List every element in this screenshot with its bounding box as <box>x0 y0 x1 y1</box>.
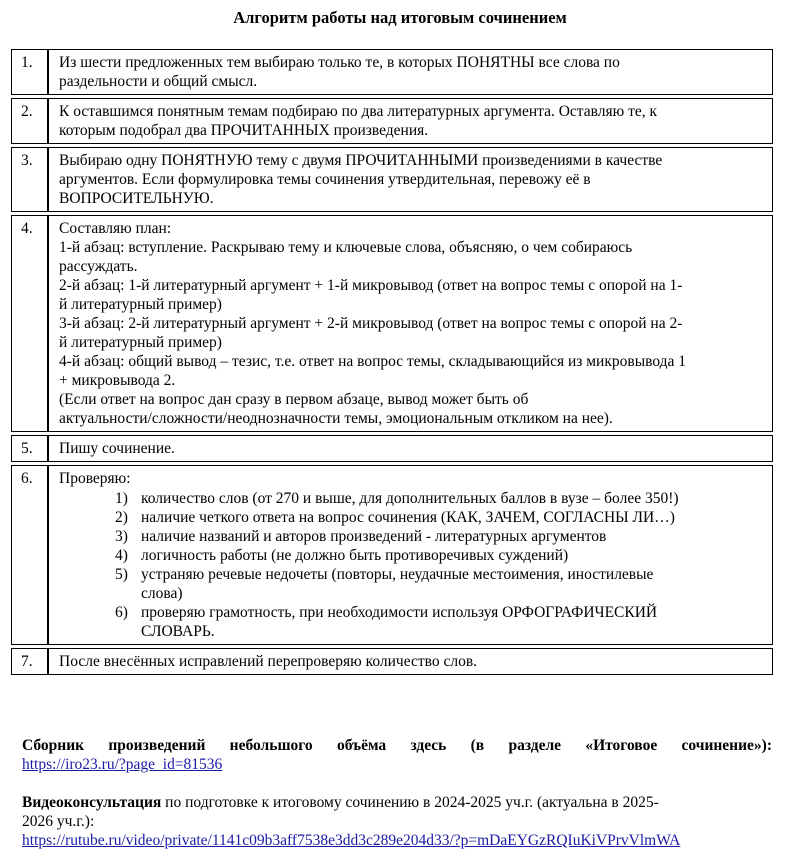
step-text-line: й литературный пример) <box>59 296 222 313</box>
step-text-line: рассуждать. <box>59 258 138 275</box>
checklist-item <box>59 603 764 641</box>
step-text-line: Из шести предложенных тем выбираю только те, в которых ПОНЯТНЫ все слова по <box>59 54 620 71</box>
algorithm-table <box>11 46 773 678</box>
step-text <box>48 465 773 645</box>
step-text-line: аргументов. Если формулировка темы сочинения утвердительная, перевожу её в <box>59 171 591 188</box>
step-number: 7. <box>11 648 48 675</box>
checklist-item-text: логичность работы (не должно быть противоречивых суждений) <box>141 547 569 564</box>
checklist-marker: 3) <box>115 528 128 545</box>
checklist-marker: 2) <box>115 509 128 526</box>
step-row <box>11 435 773 462</box>
checklist-item <box>59 546 764 565</box>
collection-note <box>22 736 772 774</box>
checklist-item-text: устраняю речевые недочеты (повторы, неудачные местоимения, иностилевые <box>141 566 654 583</box>
checklist-item-text: наличие названий и авторов произведений - литературных аргументов <box>141 528 607 545</box>
step-text-line: К оставшимся понятным темам подбираю по два литературных аргумента. Оставляю те, к <box>59 103 657 120</box>
step-text-line: раздельности и общий смысл. <box>59 73 258 90</box>
step-text-line: + микровывода 2. <box>59 372 176 389</box>
collection-link[interactable]: https://iro23.ru/?page_id=81536 <box>22 756 223 773</box>
checklist-marker: 4) <box>115 547 128 564</box>
step-text <box>48 98 773 144</box>
checklist-item-text: СЛОВАРЬ. <box>141 623 215 640</box>
step-text-line: которым подобрал два ПРОЧИТАННЫХ произведения. <box>59 122 429 139</box>
step-row <box>11 215 773 432</box>
step-text-line: й литературный пример) <box>59 334 222 351</box>
checklist-marker: 6) <box>115 604 128 621</box>
step-text-line: 3-й абзац: 2-й литературный аргумент + 2-й микровывод (ответ на вопрос темы с опорой на 2- <box>59 315 683 332</box>
step-number: 4. <box>11 215 48 432</box>
video-bold-label: Видеоконсультация <box>22 794 162 811</box>
step-number: 1. <box>11 49 48 95</box>
checklist-item-text: проверяю грамотность, при необходимости используя ОРФОГРАФИЧЕСКИЙ <box>141 604 658 621</box>
step-number: 5. <box>11 435 48 462</box>
checklist-item <box>59 527 764 546</box>
step-number: 2. <box>11 98 48 144</box>
step-row <box>11 648 773 675</box>
checklist <box>59 489 764 641</box>
checklist-item <box>59 508 764 527</box>
step-number: 6. <box>11 465 48 645</box>
document-title: Алгоритм работы над итоговым сочинением <box>233 8 567 27</box>
step-text-line: (Если ответ на вопрос дан сразу в первом абзаце, вывод может быть об <box>59 391 529 408</box>
step-row <box>11 465 773 645</box>
checklist-marker: 1) <box>115 490 128 507</box>
step-text-line: Составляю план: <box>59 220 172 237</box>
step-text <box>48 49 773 95</box>
step-text-line: Проверяю: <box>59 470 131 487</box>
step-text-line: 1-й абзац: вступление. Раскрываю тему и ключевые слова, объясняю, о чем собираюсь <box>59 239 633 256</box>
checklist-marker: 5) <box>115 566 128 583</box>
checklist-item-text: количество слов (от 270 и выше, для дополнительных баллов в вузе – более 350!) <box>141 490 679 507</box>
checklist-item <box>59 565 764 603</box>
step-text <box>48 147 773 212</box>
checklist-item <box>59 489 764 508</box>
step-text <box>48 215 773 432</box>
step-row <box>11 49 773 95</box>
step-text <box>48 435 773 462</box>
video-note <box>22 793 772 850</box>
step-text-line: 2-й абзац: 1-й литературный аргумент + 1-й микровывод (ответ на вопрос темы с опорой на 1- <box>59 277 683 294</box>
checklist-item-text: наличие четкого ответа на вопрос сочинения (КАК, ЗАЧЕМ, СОГЛАСНЫ ЛИ…) <box>141 509 675 526</box>
step-text-line: 4-й абзац: общий вывод – тезис, т.е. ответ на вопрос темы, складывающийся из микровывода 1 <box>59 353 687 370</box>
step-text-line: ВОПРОСИТЕЛЬНУЮ. <box>59 190 214 207</box>
step-row <box>11 147 773 212</box>
video-text-line1 <box>22 793 772 812</box>
step-text-line: Выбираю одну ПОНЯТНУЮ тему с двумя ПРОЧИТАННЫМИ произведениями в качестве <box>59 152 663 169</box>
step-text <box>48 648 773 675</box>
video-link[interactable]: https://rutube.ru/video/private/1141c09b3aff7538e3dd3c289e204d33/?p=mDaEYGzRQIuKiVPrvVlmWA <box>22 832 681 849</box>
step-text-line: После внесённых исправлений перепроверяю количество слов. <box>59 653 478 670</box>
video-text: по подготовке к итоговому сочинению в 2024-2025 уч.г. (актуальна в 2025- <box>161 794 659 811</box>
step-text-line: Пишу сочинение. <box>59 440 175 457</box>
step-number: 3. <box>11 147 48 212</box>
checklist-item-text: слова) <box>141 585 183 602</box>
step-text-line: актуальности/сложности/неоднозначности темы, эмоциональным откликом на нее). <box>59 410 613 427</box>
collection-text: Сборник произведений небольшого объёма здесь (в разделе «Итоговое сочинение»): <box>22 737 772 754</box>
video-text-line2: 2026 уч.г.): <box>22 813 95 830</box>
step-row <box>11 98 773 144</box>
